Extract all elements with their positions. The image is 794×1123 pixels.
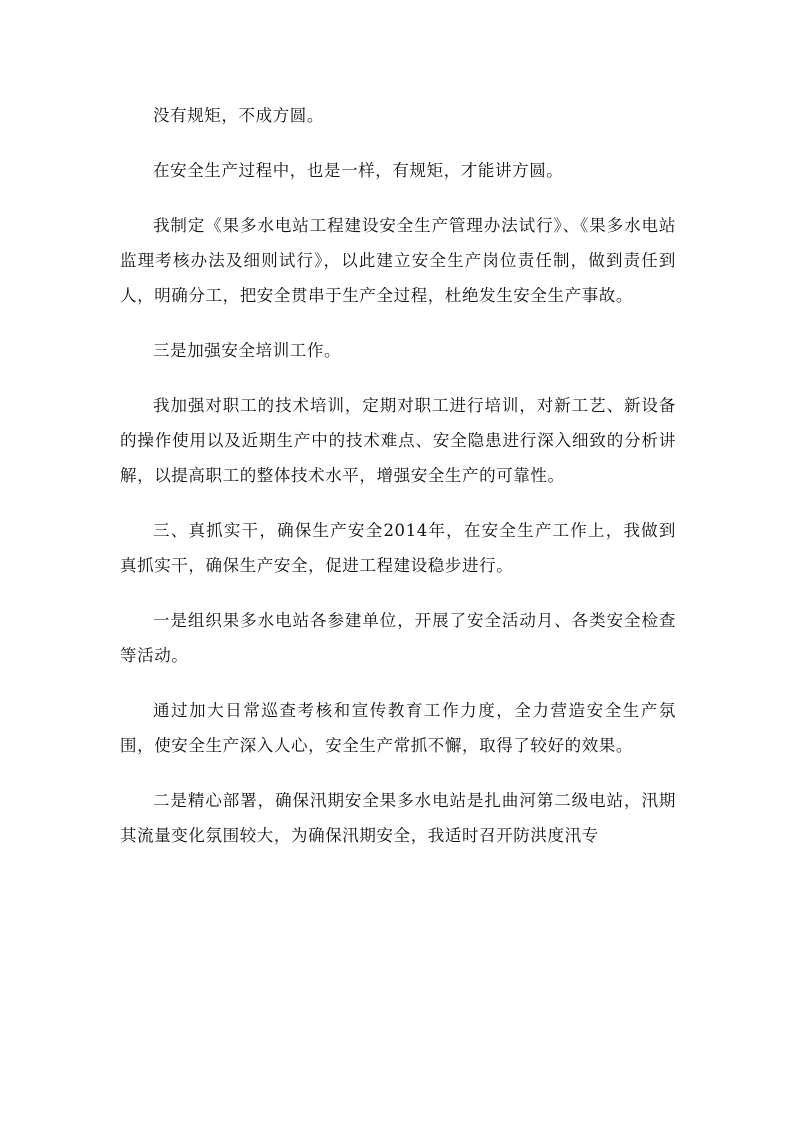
document-body [120,98,676,873]
paragraph: 二是精心部署，确保汛期安全果多水电站是扎曲河第二级电站，汛期其流量变化氛围较大，为确保汛期安全，我适时召开防洪度汛专 [120,791,676,845]
paragraph: 我加强对职工的技术培训，定期对职工进行培训，对新工艺、新设备的操作使用以及近期生产中的技术难点、安全隐患进行深入细致的分析讲解，以提高职工的整体技术水平，增强安全生产的可靠性。 [120,396,676,485]
paragraph: 在安全生产过程中，也是一样，有规矩，才能讲方圆。 [153,161,564,180]
paragraph: 我制定《果多水电站工程建设安全生产管理办法试行》、《果多水电站监理考核办法及细则试行》，以此建立安全生产岗位责任制，做到责任到人，明确分工，把安全贯串于生产全过程，杜绝发生安全生产事故。 [120,216,676,305]
paragraph: 通过加大日常巡查考核和宣传教育工作力度，全力营造安全生产氛围，使安全生产深入人心，安全生产常抓不懈，取得了较好的效果。 [120,701,676,755]
paragraph: 一是组织果多水电站各参建单位，开展了安全活动月、各类安全检查等活动。 [120,611,676,665]
paragraph: 没有规矩，不成方圆。 [153,106,324,125]
paragraph: 三是加强安全培训工作。 [153,341,342,360]
paragraph: 三、真抓实干，确保生产安全2014年，在安全生产工作上，我做到真抓实干，确保生产安全，促进工程建设稳步进行。 [120,521,676,575]
